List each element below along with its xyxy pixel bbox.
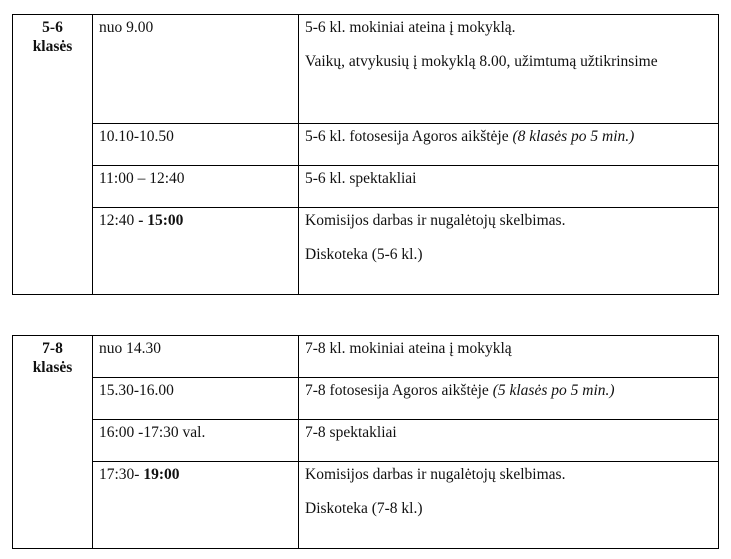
schedule-table-5-6 bbox=[12, 14, 719, 295]
description-cell bbox=[299, 208, 719, 295]
time-text: 16:00 -17:30 val. bbox=[99, 424, 206, 441]
description-text: 7-8 spektakliai bbox=[305, 424, 397, 441]
time-text: 11:00 – 12:40 bbox=[99, 170, 185, 187]
table-row bbox=[13, 462, 719, 549]
description-cell bbox=[299, 462, 719, 549]
description-italic: (5 klasės po 5 min.) bbox=[492, 382, 615, 399]
group-label-suffix: klasės bbox=[32, 359, 73, 376]
table-row bbox=[13, 378, 719, 420]
group-label-suffix: klasės bbox=[32, 38, 73, 55]
table-row bbox=[13, 420, 719, 462]
schedule-table-7-8 bbox=[12, 335, 719, 549]
time-cell bbox=[93, 166, 299, 208]
table-row bbox=[13, 15, 719, 124]
description-cell bbox=[299, 15, 719, 124]
time-cell bbox=[93, 420, 299, 462]
description-cell bbox=[299, 124, 719, 166]
description-text: 7-8 fotosesija Agoros aikštėje bbox=[305, 382, 493, 399]
time-text: 12:40 bbox=[99, 212, 139, 229]
table-row bbox=[13, 208, 719, 295]
time-cell bbox=[93, 378, 299, 420]
description-text: 5-6 kl. mokiniai ateina į mokyklą. bbox=[305, 19, 516, 36]
time-text-bold: - 15:00 bbox=[138, 212, 184, 229]
group-label: 7-8 bbox=[42, 340, 63, 357]
description-note: Vaikų, atvykusių į mokyklą 8.00, užimtumą užtikrinsime bbox=[305, 53, 658, 70]
table-row bbox=[13, 166, 719, 208]
time-text-bold: 19:00 bbox=[143, 466, 180, 483]
time-cell bbox=[93, 208, 299, 295]
time-text: 15.30-16.00 bbox=[99, 382, 174, 399]
description-text: Komisijos darbas ir nugalėtojų skelbimas. bbox=[305, 466, 566, 483]
group-label-cell bbox=[13, 15, 93, 295]
time-text: nuo 14.30 bbox=[99, 340, 161, 357]
group-label-cell bbox=[13, 336, 93, 549]
description-note: Diskoteka (7-8 kl.) bbox=[305, 500, 423, 517]
table-row bbox=[13, 336, 719, 378]
description-note: Diskoteka (5-6 kl.) bbox=[305, 246, 423, 263]
table-row bbox=[13, 124, 719, 166]
description-text: Komisijos darbas ir nugalėtojų skelbimas. bbox=[305, 212, 566, 229]
time-cell bbox=[93, 124, 299, 166]
time-text: 17:30- bbox=[99, 466, 144, 483]
group-label: 5-6 bbox=[42, 19, 63, 36]
time-text: nuo 9.00 bbox=[99, 19, 154, 36]
description-cell bbox=[299, 336, 719, 378]
time-cell bbox=[93, 336, 299, 378]
description-cell bbox=[299, 378, 719, 420]
description-text: 7-8 kl. mokiniai ateina į mokyklą bbox=[305, 340, 512, 357]
time-text: 10.10-10.50 bbox=[99, 128, 174, 145]
description-cell bbox=[299, 420, 719, 462]
description-text: 5-6 kl. spektakliai bbox=[305, 170, 417, 187]
description-italic: (8 klasės po 5 min.) bbox=[512, 128, 635, 145]
time-cell bbox=[93, 15, 299, 124]
description-text: 5-6 kl. fotosesija Agoros aikštėje bbox=[305, 128, 513, 145]
time-cell bbox=[93, 462, 299, 549]
description-cell bbox=[299, 166, 719, 208]
